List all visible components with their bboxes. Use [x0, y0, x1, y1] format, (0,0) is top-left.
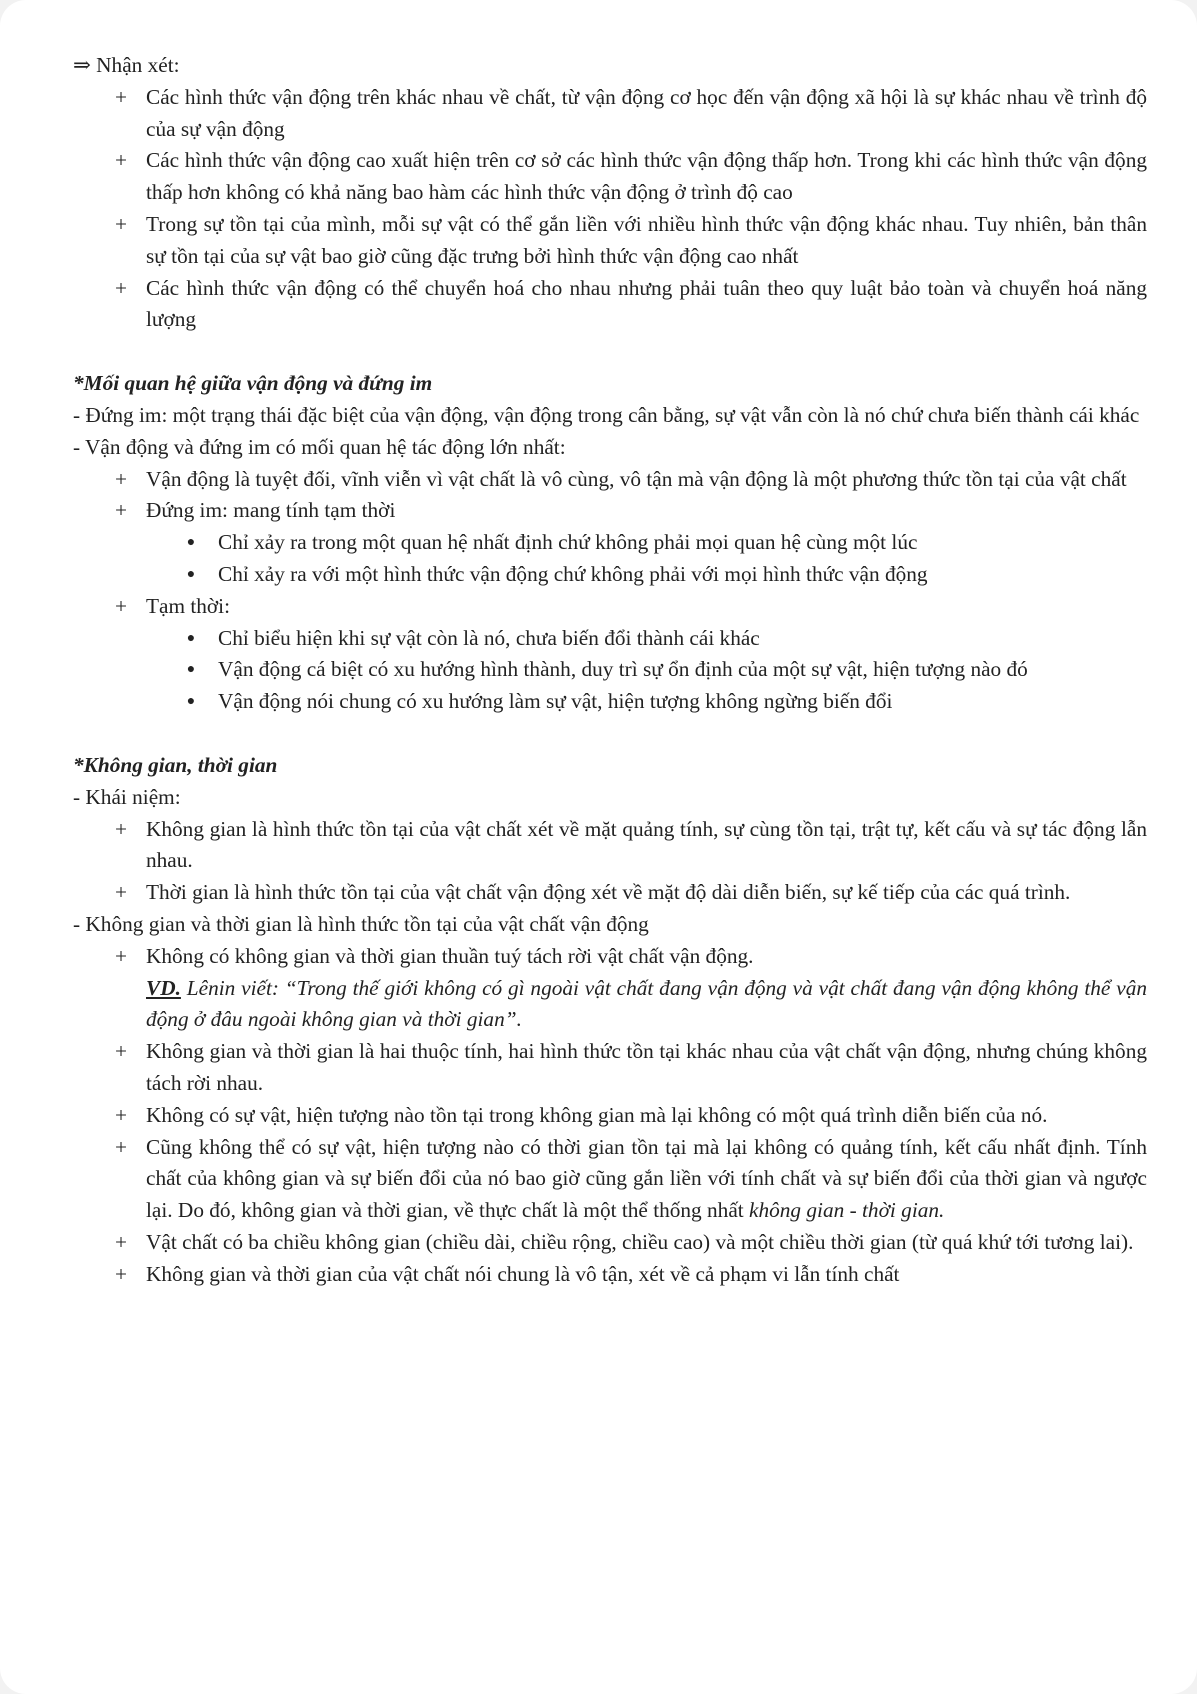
conclusion-bullet: + Các hình thức vận động có thể chuyển hoá cho nhau nhưng phải tuân theo quy luật bảo toàn và chuyển hoá năng lượng	[73, 273, 1147, 337]
plus-marker: +	[114, 275, 127, 300]
lenin-example	[73, 973, 1147, 1037]
plus-marker: +	[114, 1229, 127, 1254]
space-time-item: + Cũng không thể có sự vật, hiện tượng nào có thời gian tồn tại mà lại không có quảng tính, kết cấu nhất định. Tính chất của không gian và sự biến đổi của nó bao giờ cũng gắn liền với tính chất và sự biến đổi của thời gian và ngược lại. Do đó, không gian và thời gian, về thực chất là một thể thống nhất không gian - thời gian.	[73, 1132, 1147, 1227]
plus-marker: +	[114, 1039, 127, 1064]
document-body	[73, 50, 1147, 1290]
relation-intro: - Vận động và đứng im có mối quan hệ tác động lớn nhất:	[73, 434, 566, 459]
example-label: VD.	[146, 975, 181, 1000]
rest-temporary-item: + Đứng im: mang tính tạm thời	[73, 495, 1147, 527]
bullet-dot: ●	[186, 662, 196, 678]
sub-bullet: ● Chỉ xảy ra trong một quan hệ nhất định chứ không phải mọi quan hệ cùng một lúc	[73, 527, 1147, 559]
space-time-item: + Không có không gian và thời gian thuần tuý tách rời vật chất vận động.	[73, 941, 1147, 973]
bullet-dot: ●	[186, 566, 196, 582]
space-time-item: + Không có sự vật, hiện tượng nào tồn tại trong không gian mà lại không có một quá trình diễn biến của nó.	[73, 1100, 1147, 1132]
conclusion-bullet: + Các hình thức vận động cao xuất hiện trên cơ sở các hình thức vận động thấp hơn. Trong khi các hình thức vận động thấp hơn không có khả năng bao hàm các hình thức vận động ở trình độ cao	[73, 145, 1147, 209]
plus-marker: +	[114, 466, 127, 491]
concept-item: + Thời gian là hình thức tồn tại của vật chất vận động xét về mặt độ dài diễn biến, sự kế tiếp của các quá trình.	[73, 877, 1147, 909]
section-title-space-time: *Không gian, thời gian	[73, 752, 278, 777]
plus-marker: +	[114, 211, 127, 236]
plus-marker: +	[114, 148, 127, 173]
concept-item: + Không gian là hình thức tồn tại của vật chất xét về mặt quảng tính, sự cùng tồn tại, trật tự, kết cấu và sự tác động lẫn nhau.	[73, 814, 1147, 878]
plus-marker: +	[114, 1134, 127, 1159]
sub-bullet: ● Chỉ xảy ra với một hình thức vận động chứ không phải với mọi hình thức vận động	[73, 559, 1147, 591]
conclusion-bullet: + Các hình thức vận động trên khác nhau về chất, từ vận động cơ học đến vận động xã hội là sự khác nhau về trình độ của sự vận động	[73, 82, 1147, 146]
plus-marker: +	[114, 943, 127, 968]
plus-marker: +	[114, 498, 127, 523]
plus-marker: +	[114, 84, 127, 109]
plus-marker: +	[114, 816, 127, 841]
section-title-motion-rest: *Mối quan hệ giữa vận động và đứng im	[73, 371, 433, 396]
space-time-item: + Không gian và thời gian của vật chất nói chung là vô tận, xét về cả phạm vi lẫn tính chất	[73, 1259, 1147, 1291]
space-time-item: + Không gian và thời gian là hai thuộc tính, hai hình thức tồn tại khác nhau của vật chất vận động, nhưng chúng không tách rời nhau.	[73, 1036, 1147, 1100]
example-quote: Lênin viết: “Trong thế giới không có gì ngoài vật chất đang vận động và vật chất đang vận động không thể vận động ở đâu ngoài không gian và thời gian”.	[146, 975, 1147, 1032]
temporary-item: + Tạm thời:	[73, 591, 1147, 623]
bullet-dot: ●	[186, 630, 196, 646]
sub-bullet: ● Chỉ biểu hiện khi sự vật còn là nó, chưa biến đổi thành cái khác	[73, 623, 1147, 655]
space-time-item: + Vật chất có ba chiều không gian (chiều dài, chiều rộng, chiều cao) và một chiều thời gian (từ quá khứ tới tương lai).	[73, 1227, 1147, 1259]
plus-marker: +	[114, 1261, 127, 1286]
emphasis-space-time: không gian - thời gian.	[749, 1198, 945, 1223]
plus-marker: +	[114, 593, 127, 618]
rest-definition: - Đứng im: một trạng thái đặc biệt của vận động, vận động trong cân bằng, sự vật vẫn còn là nó chứ chưa biến thành cái khác	[73, 402, 1140, 427]
motion-absolute-item: + Vận động là tuyệt đối, vĩnh viễn vì vật chất là vô cùng, vô tận mà vận động là một phương thức tồn tại của vật chất	[73, 464, 1147, 496]
plus-marker: +	[114, 880, 127, 905]
sub-bullet: ● Vận động cá biệt có xu hướng hình thành, duy trì sự ổn định của một sự vật, hiện tượng nào đó	[73, 654, 1147, 686]
space-time-heading: - Không gian và thời gian là hình thức tồn tại của vật chất vận động	[73, 911, 649, 936]
concept-heading: - Khái niệm:	[73, 784, 181, 809]
bullet-dot: ●	[186, 535, 196, 551]
conclusion-heading: ⇒ Nhận xét:	[73, 53, 180, 77]
plus-marker: +	[114, 1102, 127, 1127]
conclusion-bullet: + Trong sự tồn tại của mình, mỗi sự vật có thể gắn liền với nhiều hình thức vận động khác nhau. Tuy nhiên, bản thân sự tồn tại của sự vật bao giờ cũng đặc trưng bởi hình thức vận động cao nhất	[73, 209, 1147, 273]
bullet-dot: ●	[186, 694, 196, 710]
sub-bullet: ● Vận động nói chung có xu hướng làm sự vật, hiện tượng không ngừng biến đổi	[73, 686, 1147, 718]
